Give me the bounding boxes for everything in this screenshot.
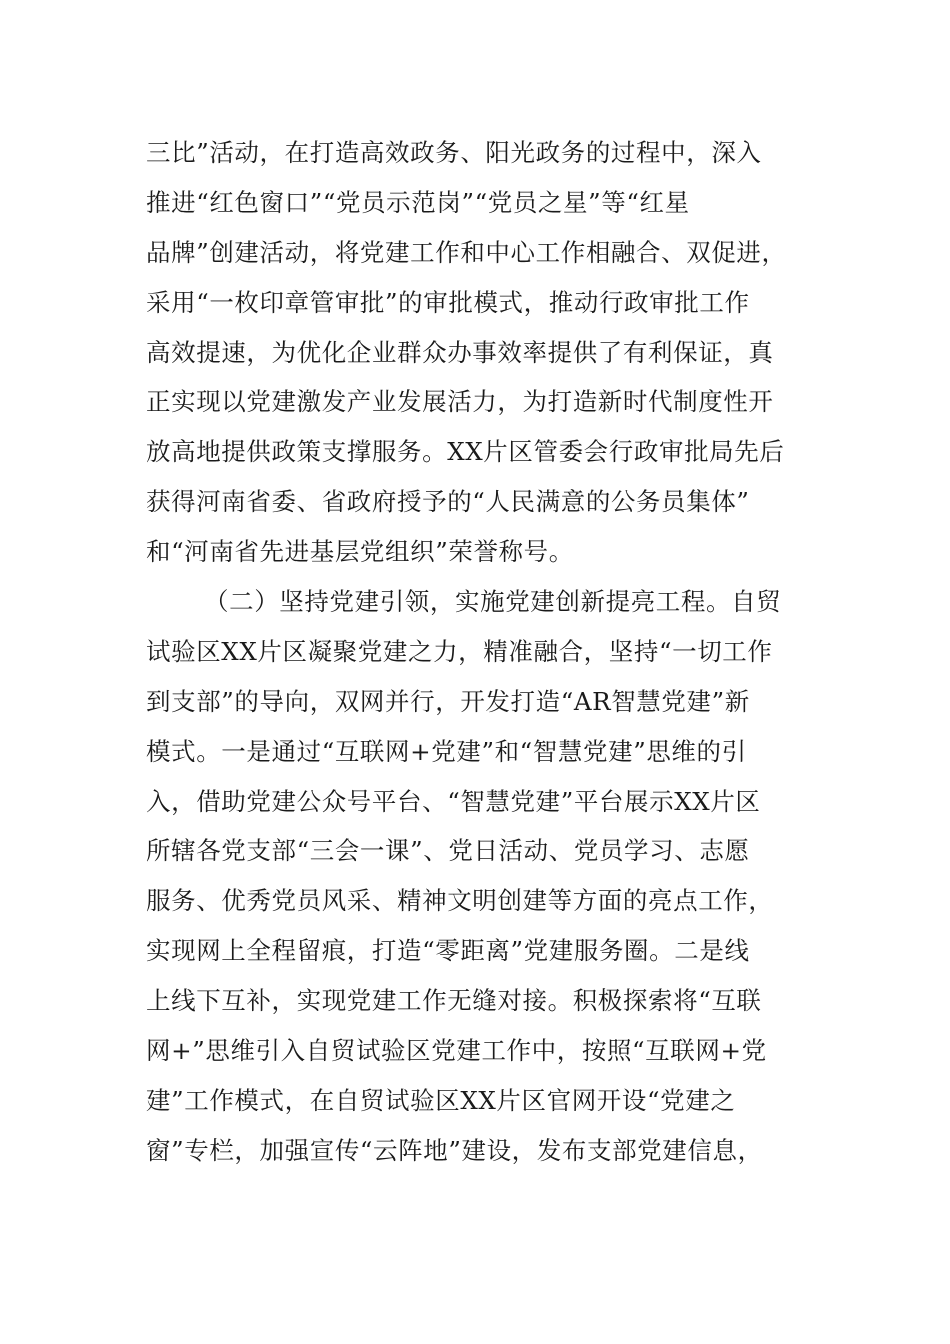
body-text xyxy=(146,128,806,1176)
text-line: 所辖各党支部“三会一课”、党日活动、党员学习、志愿 xyxy=(146,836,750,866)
text-line: 实现网上全程留痕，打造“零距离”党建服务圈。二是线 xyxy=(146,936,750,966)
text-line: 采用“一枚印章管审批”的审批模式，推动行政审批工作 xyxy=(146,287,750,317)
text-line: 正实现以党建激发产业发展活力，为打造新时代制度性开 xyxy=(146,387,774,417)
text-line: 建”工作模式，在自贸试验区XX片区官网开设“党建之 xyxy=(146,1085,736,1115)
text-line: 和“河南省先进基层党组织”荣誉称号。 xyxy=(146,537,574,567)
text-line: 模式。一是通过“互联网+党建”和“智慧党建”思维的引 xyxy=(146,736,747,766)
text-line: 推进“红色窗口”“党员示范岗”“党员之星”等“红星 xyxy=(146,187,690,217)
text-line: 窗”专栏，加强宣传“云阵地”建设，发布支部党建信息， xyxy=(146,1135,763,1165)
section-heading-line: （二）坚持党建引领，实施党建创新提亮工程。自贸 xyxy=(204,587,782,617)
text-line: 放高地提供政策支撑服务。XX片区管委会行政审批局先后 xyxy=(146,437,785,467)
text-line: 入，借助党建公众号平台、“智慧党建”平台展示XX片区 xyxy=(146,786,761,816)
text-line: 网+”思维引入自贸试验区党建工作中，按照“互联网+党 xyxy=(146,1036,767,1066)
text-line: 到支部”的导向，双网并行，开发打造“AR智慧党建”新 xyxy=(146,686,750,716)
text-line: 品牌”创建活动，将党建工作和中心工作相融合、双促进， xyxy=(146,237,787,267)
text-line: 试验区XX片区凝聚党建之力，精准融合，坚持“一切工作 xyxy=(146,636,773,666)
text-line: 上线下互补，实现党建工作无缝对接。积极探索将“互联 xyxy=(146,986,762,1016)
text-line: 三比”活动，在打造高效政务、阳光政务的过程中，深入 xyxy=(146,138,762,167)
text-line: 服务、优秀党员风采、精神文明创建等方面的亮点工作， xyxy=(146,886,774,916)
text-line: 高效提速，为优化企业群众办事效率提供了有利保证，真 xyxy=(146,337,774,367)
text-line: 获得河南省委、省政府授予的“人民满意的公务员集体” xyxy=(146,487,750,517)
